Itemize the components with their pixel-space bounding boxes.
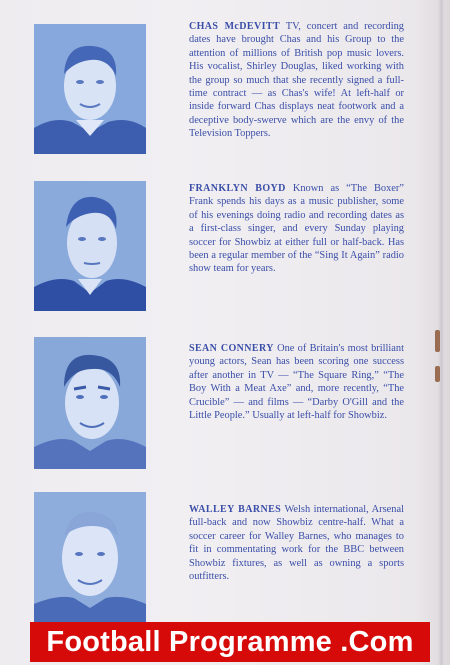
player-bio: One of Britain's most brilliant young actors, Sean has been scoring one success after another in TV — “The Square Ring,” “The Boy With a Meat Axe” and, more recently, “The Crucible” — and films — “Darby O'Gill and the Little People.” Usually at left-half for Showbiz. [189, 343, 404, 422]
bio-sean-connery [189, 342, 404, 422]
player-name: WALLEY BARNES [189, 504, 282, 515]
staple-bottom [435, 366, 440, 382]
player-bio: Known as “The Boxer” Frank spends his days as a music publisher, some of his evenings doing radio and recording dates as a first-class singer, and every Sunday playing soccer for Showbiz at either full or half-back. Has been a regular member of the “Sing It Again” radio show team for years. [189, 183, 404, 275]
player-name: SEAN CONNERY [189, 343, 274, 354]
bio-walley-barnes [189, 503, 404, 583]
photo-chas-mcdevitt [34, 24, 146, 154]
player-name: CHAS McDEVITT [189, 21, 281, 32]
player-name: FRANKLYN BOYD [189, 183, 286, 194]
photo-walley-barnes [34, 492, 146, 622]
photo-sean-connery [34, 337, 146, 469]
bio-franklyn-boyd [189, 182, 404, 276]
player-bio: TV, concert and recording dates have brought Chas and his Group to the attention of millions of British pop music lovers. His vocalist, Shirley Douglas, liked working with the group so much that she recently signed a full-time contract — as Chas's wife! At left-half or inside forward Chas displays neat footwork and a deceptive body-swerve which are the envy of the Television Toppers. [189, 21, 404, 140]
photo-franklyn-boyd [34, 181, 146, 311]
player-bio: Welsh international, Arsenal full-back and now Showbiz centre-half. What a soccer career for Walley Barnes, who manages to fit in commentating work for the BBC between Showbiz fixtures, as well as owning a sports outfitters. [189, 504, 404, 583]
watermark-banner [30, 622, 430, 662]
bio-chas-mcdevitt [189, 20, 404, 141]
watermark-text: Football Programme .Com [46, 625, 414, 658]
staple-top [435, 330, 440, 352]
